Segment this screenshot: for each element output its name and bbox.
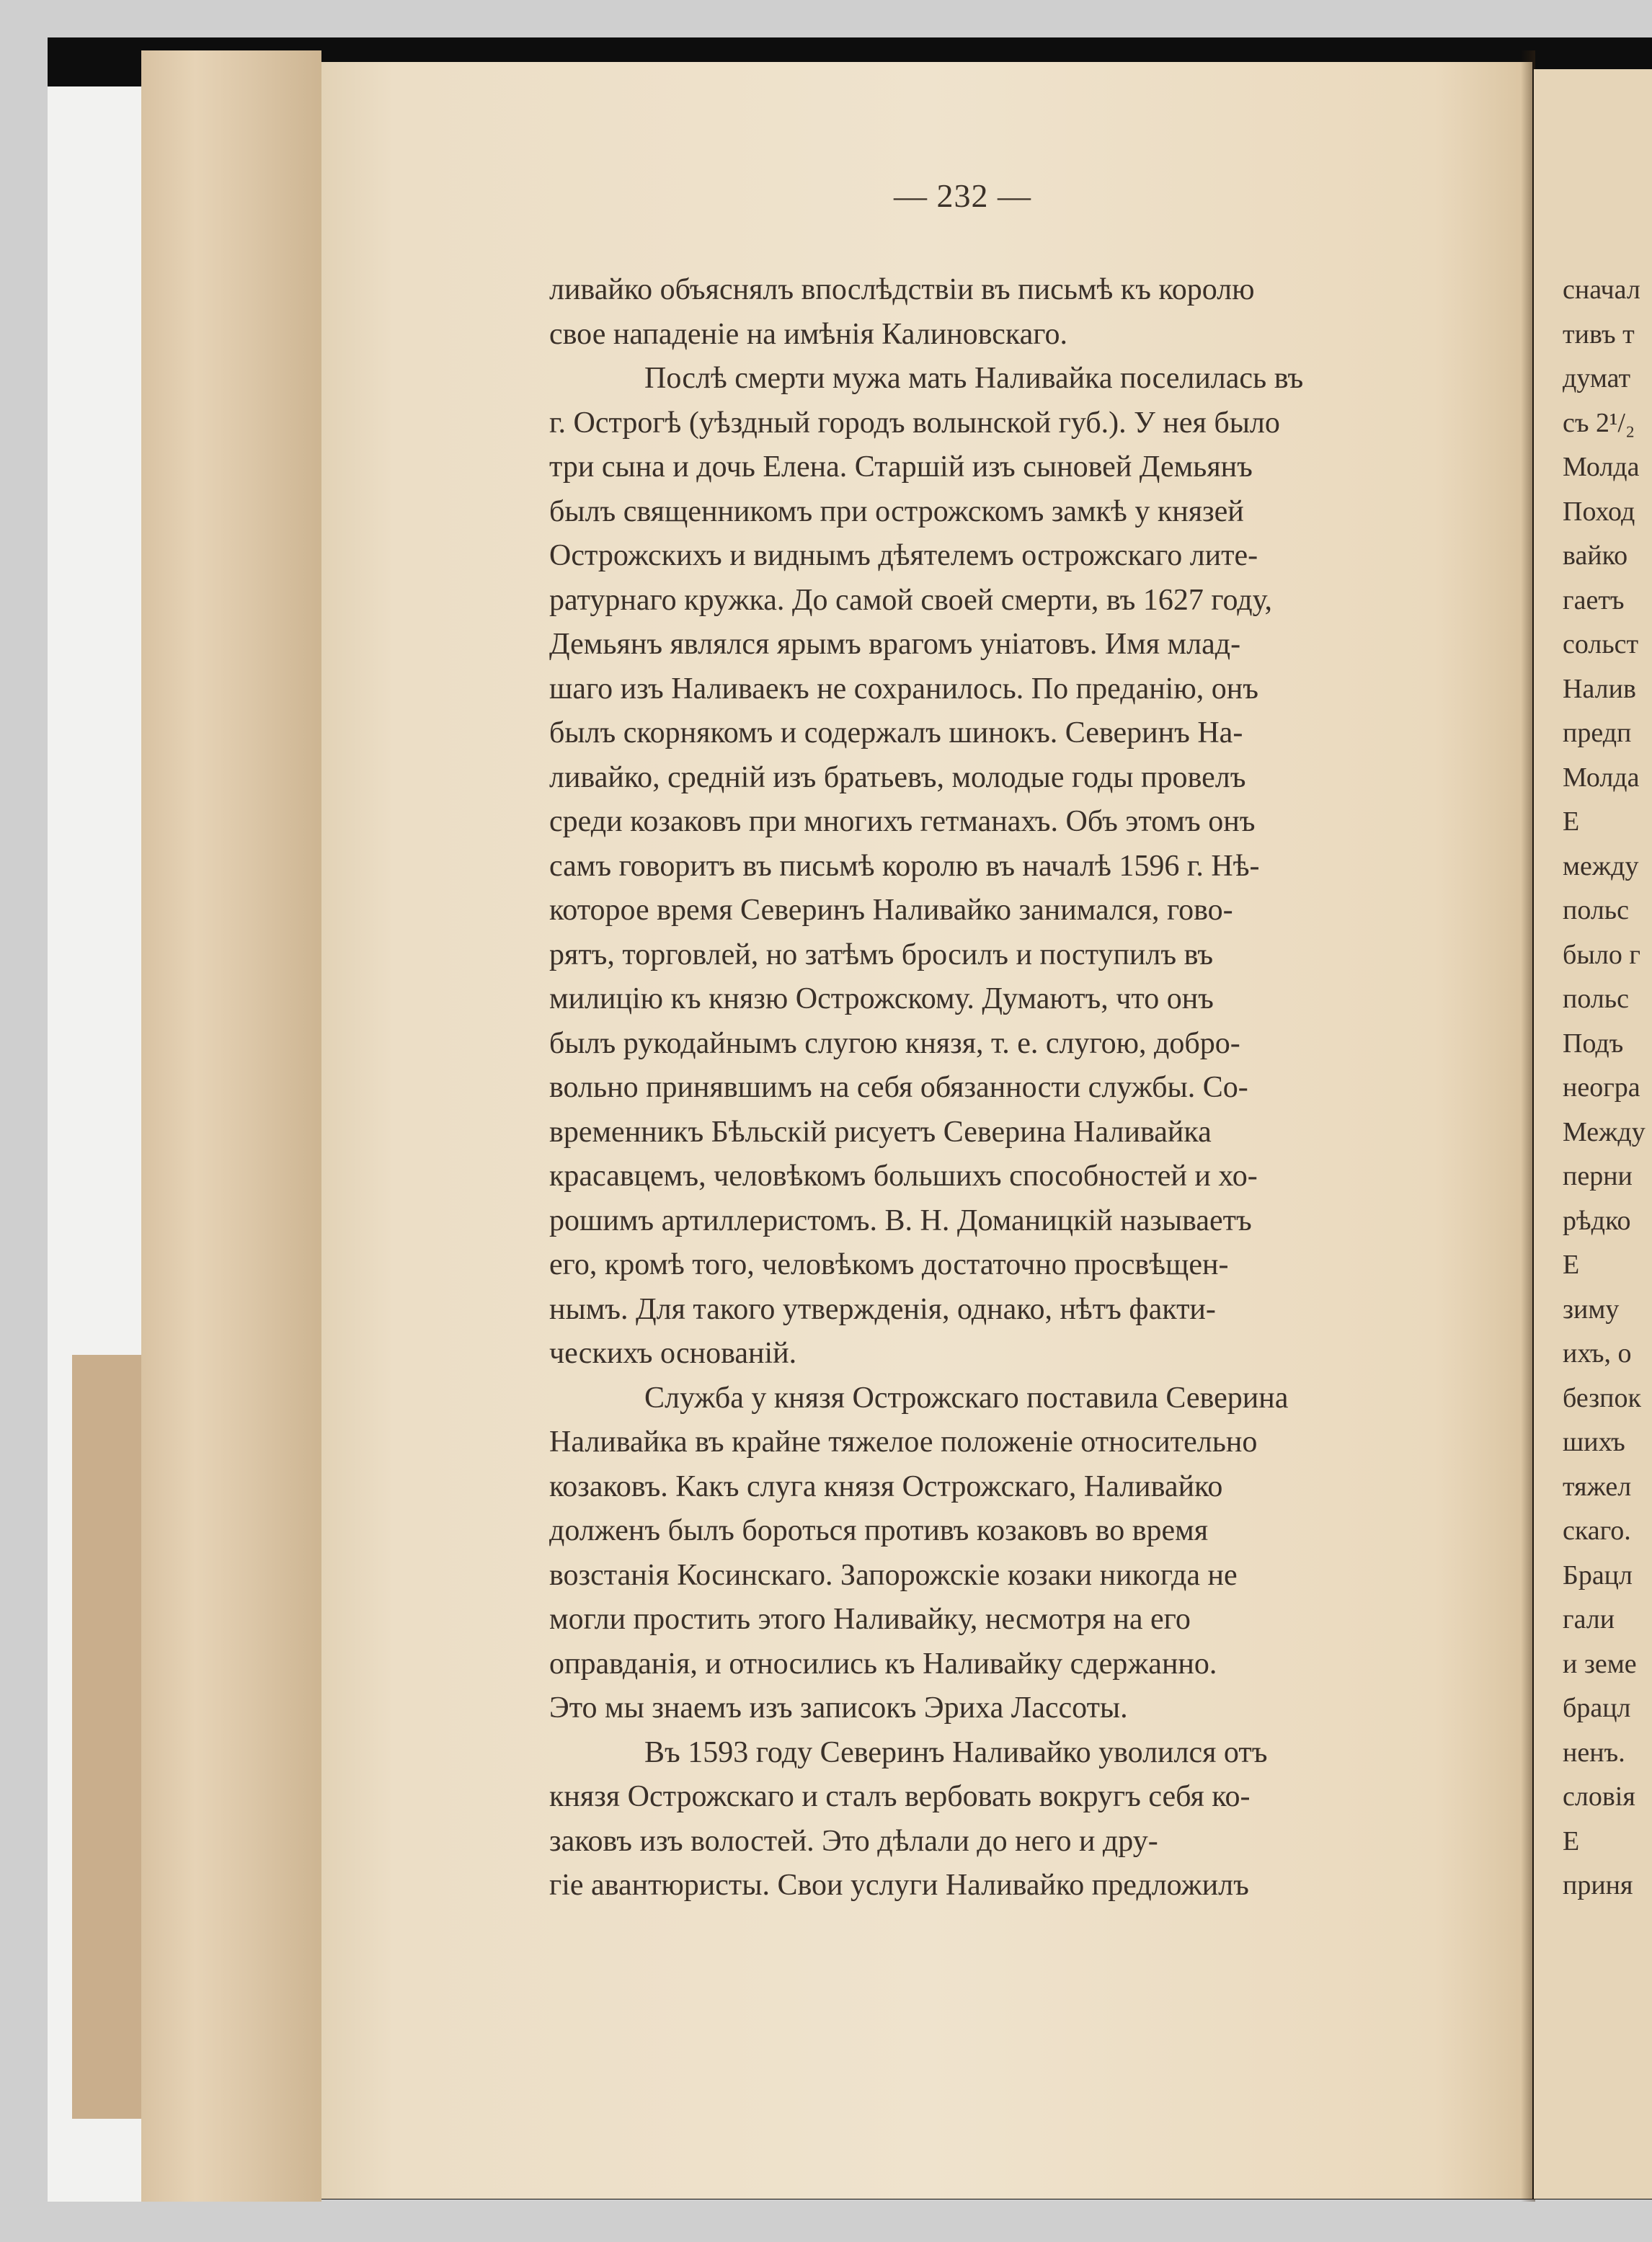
text-line: долженъ былъ бороться противъ козаковъ во время: [549, 1514, 1209, 1547]
facing-text-line: гали: [1563, 1604, 1615, 1634]
text-line: былъ священникомъ при острожскомъ замкѣ у князей: [549, 494, 1244, 528]
facing-text-line: вайко: [1563, 541, 1628, 571]
facing-text-line: неогра: [1563, 1072, 1640, 1103]
text-line: ливайко объяснялъ впослѣдствіи въ письмѣ къ королю: [549, 273, 1255, 306]
text-line: ческихъ основаній.: [549, 1337, 797, 1370]
facing-text-line: было г: [1563, 939, 1640, 970]
facing-text-line: сначал: [1563, 275, 1640, 305]
facing-text-line: предп: [1563, 718, 1632, 748]
text-line: свое нападеніе на имѣнія Калиновскаго.: [549, 317, 1067, 351]
text-line: былъ скорнякомъ и содержалъ шинокъ. Северинъ На-: [549, 716, 1243, 749]
text-line: заковъ изъ волостей. Это дѣлали до него и дру-: [549, 1824, 1158, 1858]
text-line: временникъ Бѣльскій рисуетъ Северина Наливайка: [549, 1115, 1212, 1149]
text-line: рошимъ артиллеристомъ. В. Н. Доманицкій называетъ: [549, 1204, 1252, 1237]
facing-text-line: словія: [1563, 1781, 1635, 1812]
facing-text-line: съ 2¹/₂: [1563, 407, 1635, 438]
text-line: вольно принявшимъ на себя обязанности службы. Со-: [549, 1071, 1248, 1104]
text-line: Это мы знаемъ изъ записокъ Эриха Лассоты.: [549, 1691, 1128, 1725]
paragraph-first-line: Въ 1593 году Северинъ Наливайко уволился отъ: [644, 1735, 1268, 1769]
text-line: ратурнаго кружка. До самой своей смерти, въ 1627 году,: [549, 583, 1272, 617]
text-line: рятъ, торговлей, но затѣмъ бросилъ и поступилъ въ: [549, 938, 1214, 971]
facing-text-line: перни: [1563, 1161, 1633, 1191]
text-line: возстанія Косинскаго. Запорожскіе козаки никогда не: [549, 1558, 1238, 1592]
facing-text-line: Молда: [1563, 762, 1640, 793]
paper-tab: [72, 1355, 141, 2119]
facing-text-line: безпок: [1563, 1382, 1641, 1413]
facing-text-line: тяжел: [1563, 1471, 1632, 1502]
text-line: Наливайка въ крайне тяжелое положеніе относительно: [549, 1425, 1258, 1459]
facing-text-line: Между: [1563, 1116, 1646, 1147]
facing-text-line: тивъ т: [1563, 319, 1635, 350]
book-page-stack: [141, 50, 321, 2202]
text-line: три сына и дочь Елена. Старшій изъ сыновей Демьянъ: [549, 450, 1253, 484]
facing-text-line: Поход: [1563, 496, 1635, 527]
facing-text-line: между: [1563, 850, 1639, 881]
facing-text-line: польс: [1563, 984, 1629, 1014]
text-line: которое время Северинъ Наливайко занимался, гово-: [549, 894, 1233, 927]
facing-text-line: Подъ: [1563, 1028, 1624, 1059]
facing-text-line: зиму: [1563, 1294, 1620, 1325]
facing-text-line: ихъ, о: [1563, 1338, 1632, 1369]
facing-text-line: Брацл: [1563, 1560, 1633, 1591]
text-line: нымъ. Для такого утвержденія, однако, нѣтъ факти-: [549, 1292, 1216, 1326]
facing-text-line: сольст: [1563, 629, 1639, 659]
text-line: шаго изъ Наливаекъ не сохранилось. По преданію, онъ: [549, 672, 1258, 706]
facing-text-line: Е: [1563, 806, 1580, 837]
facing-text-line: Налив: [1563, 673, 1636, 704]
text-line: оправданія, и относились къ Наливайку сдержанно.: [549, 1647, 1217, 1681]
text-line: козаковъ. Какъ слуга князя Острожскаго, Наливайко: [549, 1469, 1223, 1503]
facing-page-text: [1563, 268, 1652, 1908]
facing-text-line: Молда: [1563, 452, 1640, 482]
paragraph-first-line: Послѣ смерти мужа мать Наливайка поселилась въ: [644, 362, 1304, 395]
text-line: могли простить этого Наливайку, несмотря на его: [549, 1603, 1191, 1636]
facing-text-line: польс: [1563, 895, 1629, 925]
text-line: гіе авантюристы. Свои услуги Наливайко предложилъ: [549, 1869, 1249, 1902]
facing-text-line: шихъ: [1563, 1427, 1625, 1457]
text-line: самъ говоритъ въ письмѣ королю въ началѣ 1596 г. Нѣ-: [549, 849, 1260, 883]
text-line: милицію къ князю Острожскому. Думаютъ, что онъ: [549, 982, 1214, 1015]
text-line: красавцемъ, человѣкомъ большихъ способностей и хо-: [549, 1160, 1258, 1193]
text-line: князя Острожскаго и сталъ вербовать вокругъ себя ко-: [549, 1780, 1251, 1813]
facing-text-line: Е: [1563, 1825, 1580, 1856]
text-line: среди козаковъ при многихъ гетманахъ. Объ этомъ онъ: [549, 805, 1256, 838]
facing-text-line: и земе: [1563, 1648, 1637, 1679]
facing-text-line: рѣдко: [1563, 1205, 1631, 1236]
facing-text-line: гаетъ: [1563, 584, 1625, 615]
page-body-text: [549, 268, 1524, 1908]
text-line: его, кромѣ того, человѣкомъ достаточно просвѣщен-: [549, 1248, 1229, 1281]
facing-text-line: ненъ.: [1563, 1737, 1625, 1768]
text-line: Демьянъ являлся ярымъ врагомъ уніатовъ. Имя млад-: [549, 628, 1241, 661]
facing-text-line: брацл: [1563, 1693, 1631, 1723]
facing-text-line: Е: [1563, 1250, 1580, 1280]
text-line: ливайко, средній изъ братьевъ, молодые годы провелъ: [549, 760, 1246, 794]
text-line: г. Острогѣ (уѣздный городъ волынской губ.). У нея было: [549, 406, 1280, 440]
paragraph-first-line: Служба у князя Острожскаго поставила Северина: [644, 1381, 1289, 1415]
text-line: Острожскихъ и виднымъ дѣятелемъ острожскаго лите-: [549, 539, 1258, 572]
facing-text-line: скаго.: [1563, 1516, 1631, 1546]
facing-text-line: думат: [1563, 363, 1631, 393]
text-line: былъ рукодайнымъ слугою князя, т. е. слугою, добро-: [549, 1026, 1240, 1060]
facing-text-line: приня: [1563, 1870, 1633, 1900]
page-number: — 232 —: [894, 177, 1031, 214]
